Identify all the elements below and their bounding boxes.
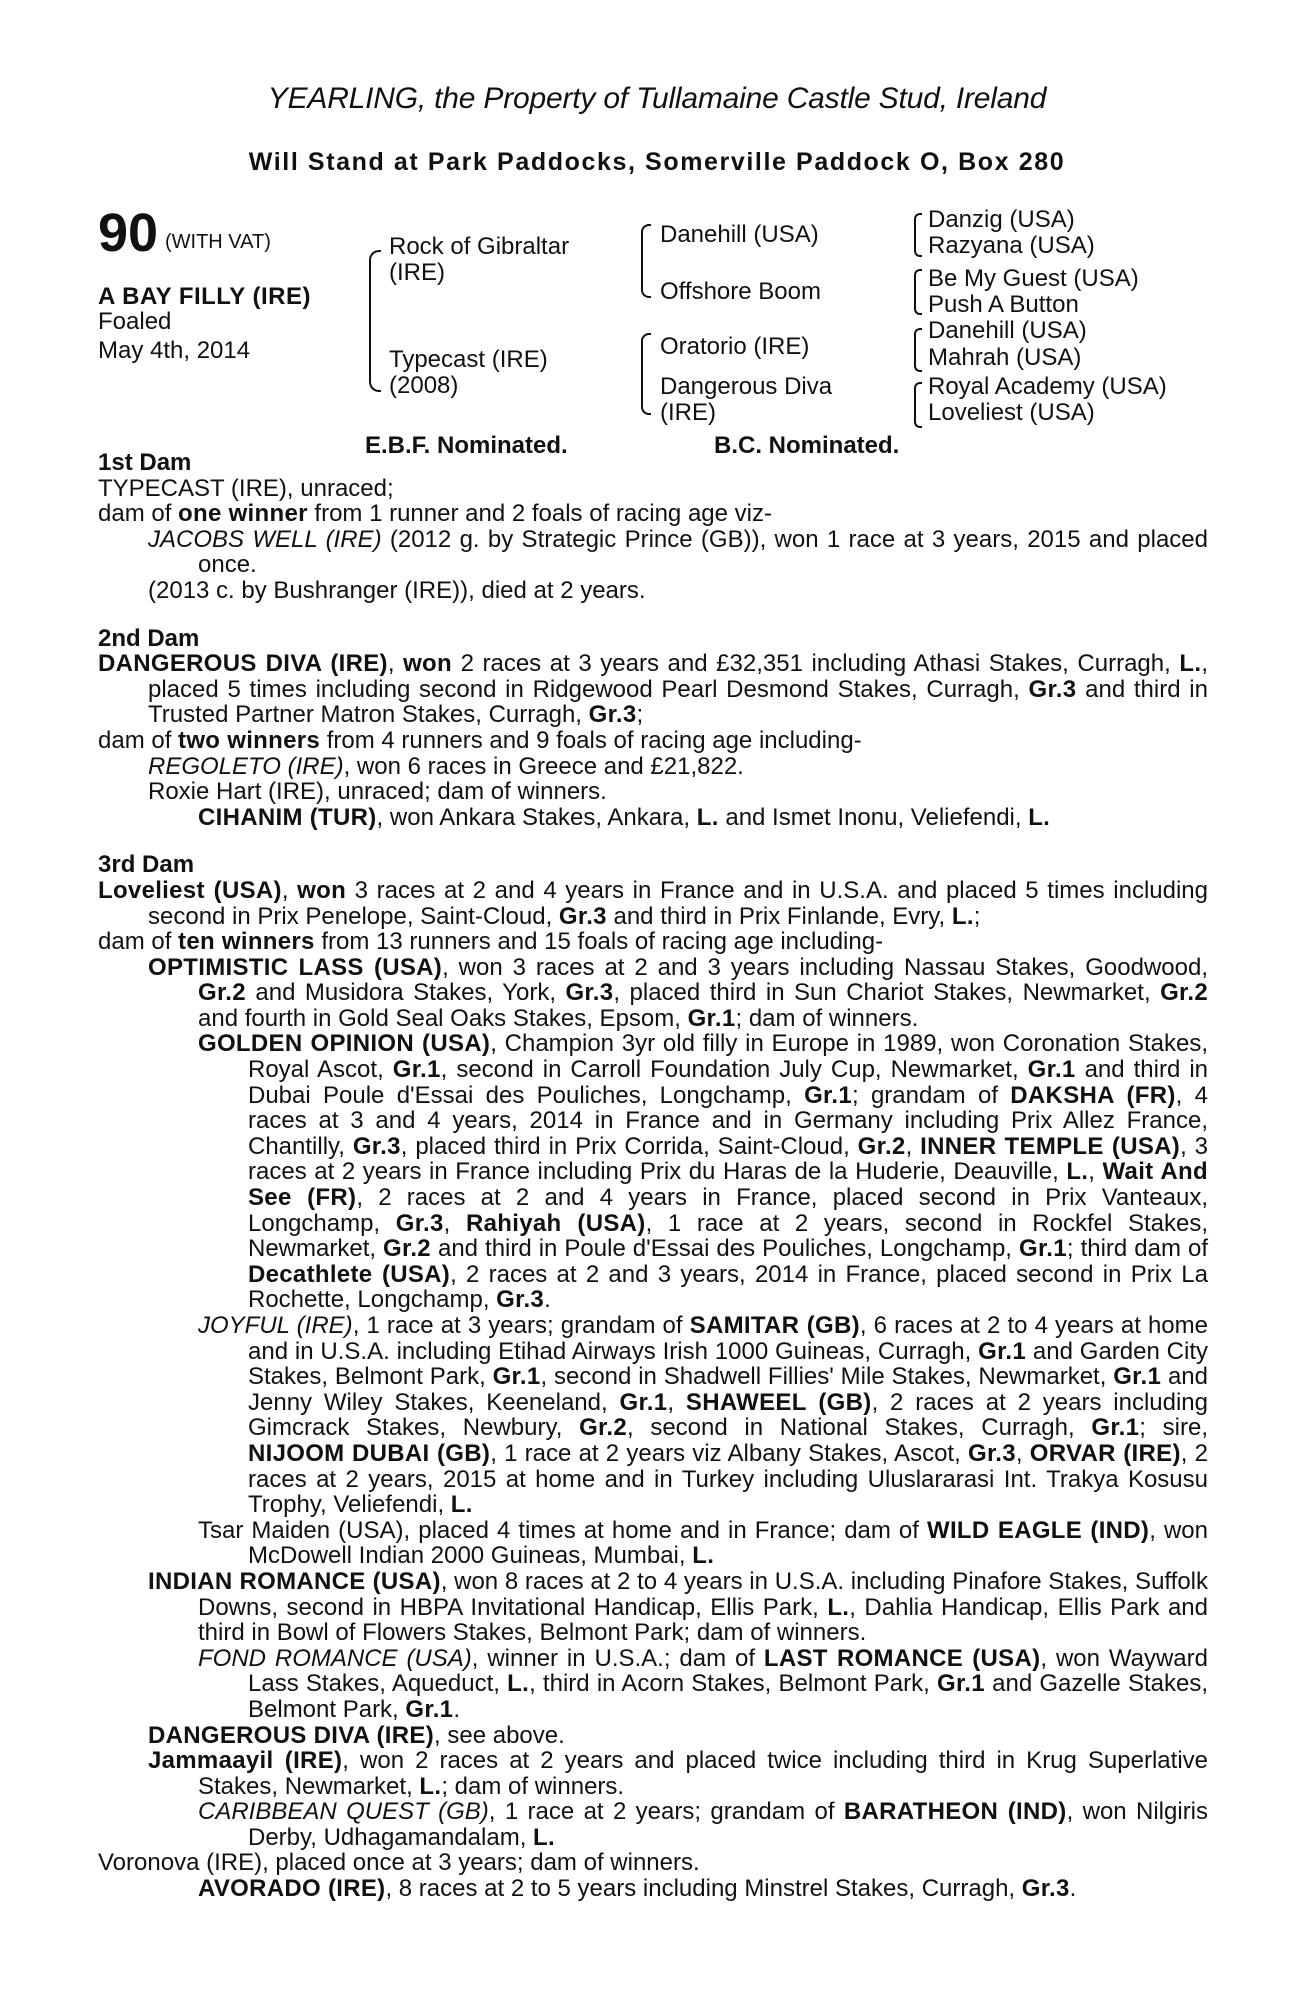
ggs-2: Razyana (USA) (928, 232, 1095, 259)
produce-entry: CIHANIM (TUR), won Ankara Stakes, Ankara, L. and Ismet Inonu, Veliefendi, L. (198, 803, 1051, 831)
produce-entry: JOYFUL (IRE), 1 race at 3 years; grandam of SAMITAR (GB), 6 races at 2 to 4 years at home and in U.S.A. including Etihad Airways Irish 1000 Guineas, Curragh, Gr.1 and Garden City Stakes, Belmont Park, Gr.1, second in Shadwell Fillies' Mile Stakes, Newmarket, Gr.1 and Jenny Wiley Stakes, Keeneland, Gr.1, SHAWEEL (GB), 2 races at 2 years including Gimcrack Stakes, Newbury, Gr.2, second in National Stakes, Curragh, Gr.1; sire, NIJOOM DUBAI (GB), 1 race at 2 years viz Albany Stakes, Ascot, Gr.3, ORVAR (IRE), 2 races at 2 years, 2015 at home and in Turkey including Uluslararasi Int. Trakya Kosusu Trophy, Veliefendi, L. (198, 1312, 1209, 1519)
first-dam-name: TYPECAST (IRE), unraced; (98, 474, 394, 502)
grandsire-2: Oratorio (IRE) (660, 333, 810, 360)
ebf-nominated: E.B.F. Nominated. (365, 432, 568, 459)
sire-brace (641, 224, 651, 298)
sire-dam-brace (369, 250, 381, 392)
third-dam-heading: 3rd Dam (98, 851, 195, 879)
second-dam-record: dam of two winners from 4 runners and 9 foals of racing age including- (98, 726, 862, 754)
produce-entry: AVORADO (IRE), 8 races at 2 to 5 years including Minstrel Stakes, Curragh, Gr.3. (198, 1875, 1077, 1903)
ggs-6: Mahrah (USA) (928, 344, 1082, 371)
produce-entry: Tsar Maiden (USA), placed 4 times at home and in France; dam of WILD EAGLE (IND), won McDowell Indian 2000 Guineas, Mumbai, L. (198, 1516, 1208, 1570)
grandsire-1: Danehill (USA) (660, 221, 819, 248)
catalogue-body (98, 450, 1208, 1902)
ggs-5: Danehill (USA) (928, 317, 1087, 344)
sire: Rock of Gibraltar (IRE) (389, 233, 570, 286)
third-dam-record: dam of ten winners from 13 runners and 15 foals of racing age including- (98, 928, 884, 956)
produce-entry: GOLDEN OPINION (USA), Champion 3yr old filly in Europe in 1989, won Coronation Stakes, Royal Ascot, Gr.1, second in Carroll Foundation July Cup, Newmarket, Gr.1 and third in Dubai Poule d'Essai des Pouliches, Longchamp, Gr.1; grandam of DAKSHA (FR), 4 races at 3 and 4 years, 2014 in France and in Germany including Prix Allez France, Chantilly, Gr.3, placed third in Prix Corrida, Saint-Cloud, Gr.2, INNER TEMPLE (USA), 3 races at 2 years in France including Prix du Haras de la Huderie, Deauville, L., Wait And See (FR), 2 races at 2 and 4 years in France, placed second in Prix Vanteaux, Longchamp, Gr.3, Rahiyah (USA), 1 race at 2 years, second in Rockfel Stakes, Newmarket, Gr.2 and third in Poule d'Essai des Pouliches, Longchamp, Gr.1; third dam of Decathlete (USA), 2 races at 2 and 3 years, 2014 in France, placed second in Prix La Rochette, Longchamp, Gr.3. (198, 1030, 1209, 1314)
page-title: YEARLING, the Property of Tullamaine Castle Stud, Ireland (267, 82, 1047, 115)
gs3-brace (914, 328, 922, 372)
ggs-4: Push A Button (928, 291, 1079, 318)
produce-entry: INDIAN ROMANCE (USA), won 8 races at 2 to 4 years in U.S.A. including Pinafore Stakes, Suffolk Downs, second in HBPA Invitational Handicap, Ellis Park, L., Dahlia Handicap, Ellis Park and third in Bowl of Flowers Stakes, Belmont Park; dam of winners. (148, 1567, 1208, 1647)
first-dam-heading: 1st Dam (98, 449, 192, 476)
produce-entry: OPTIMISTIC LASS (USA), won 3 races at 2 and 3 years including Nassau Stakes, Goodwood, Gr.2 and Musidora Stakes, York, Gr.3, placed third in Sun Chariot Stakes, Newmarket, Gr.2 and fourth in Gold Seal Oaks Stakes, Epsom, Gr.1; dam of winners. (148, 953, 1208, 1032)
gs1-brace (914, 213, 922, 257)
ggs-8: Loveliest (USA) (928, 399, 1095, 426)
lot-name: A BAY FILLY (IRE) (98, 283, 311, 310)
second-dam-section (98, 626, 1208, 831)
granddam-2: Dangerous Diva (IRE) (660, 373, 833, 426)
stand-location: Will Stand at Park Paddocks, Somerville Paddock O, Box 280 (248, 148, 1066, 176)
produce-entry: (2013 c. by Bushranger (IRE)), died at 2 years. (148, 576, 646, 604)
produce-entry: DANGEROUS DIVA (IRE), see above. (148, 1721, 565, 1749)
produce-entry: FOND ROMANCE (USA), winner in U.S.A.; dam of LAST ROMANCE (USA), won Wayward Lass Stakes, Aqueduct, L., third in Acorn Stakes, Belmont Park, Gr.1 and Gazelle Stakes, Belmont Park, Gr.1. (198, 1644, 1208, 1723)
ggs-1: Danzig (USA) (928, 206, 1075, 233)
dam-brace (641, 333, 651, 415)
produce-entry: Roxie Hart (IRE), unraced; dam of winners. (148, 778, 607, 806)
produce-entry: Voronova (IRE), placed once at 3 years; dam of winners. (98, 1849, 700, 1877)
produce-entry: JACOBS WELL (IRE) (2012 g. by Strategic Prince (GB)), won 1 race at 3 years, 2015 and placed once. (148, 525, 1208, 579)
foaled-date: Foaled May 4th, 2014 (98, 308, 251, 364)
second-dam-heading: 2nd Dam (98, 624, 200, 652)
first-dam-record: dam of one winner from 1 runner and 2 foals of racing age viz- (98, 500, 772, 528)
vat-note: (WITH VAT) (165, 231, 271, 253)
lot-number: 90 (98, 203, 159, 263)
granddam-1: Offshore Boom (660, 278, 821, 305)
gs2-brace (914, 269, 922, 315)
ggs-7: Royal Academy (USA) (928, 373, 1167, 400)
third-dam-section (98, 852, 1208, 1901)
produce-entry: REGOLETO (IRE), won 6 races in Greece and £21,822. (148, 752, 744, 780)
gs4-brace (914, 382, 922, 428)
third-dam-name: Loveliest (USA), won 3 races at 2 and 4 years in France and in U.S.A. and placed 5 times including second in Prix Penelope, Saint-Cloud, Gr.3 and third in Prix Finlande, Evry, L.; (98, 876, 1208, 930)
ggs-3: Be My Guest (USA) (928, 265, 1139, 292)
first-dam-section (98, 450, 1208, 604)
second-dam-name: DANGEROUS DIVA (IRE), won 2 races at 3 years and £32,351 including Athasi Stakes, Curragh, L., placed 5 times including second in Ridgewood Pearl Desmond Stakes, Curragh, Gr.3 and third in Trusted Partner Matron Stakes, Curragh, Gr.3; (98, 650, 1208, 729)
produce-entry: CARIBBEAN QUEST (GB), 1 race at 2 years; grandam of BARATHEON (IND), won Nilgiris Derby, Udhagamandalam, L. (198, 1798, 1209, 1851)
bc-nominated: B.C. Nominated. (714, 432, 900, 459)
dam: Typecast (IRE) (2008) (389, 346, 548, 399)
produce-entry: Jammaayil (IRE), won 2 races at 2 years and placed twice including third in Krug Superlative Stakes, Newmarket, L.; dam of winners. (148, 1747, 1208, 1800)
